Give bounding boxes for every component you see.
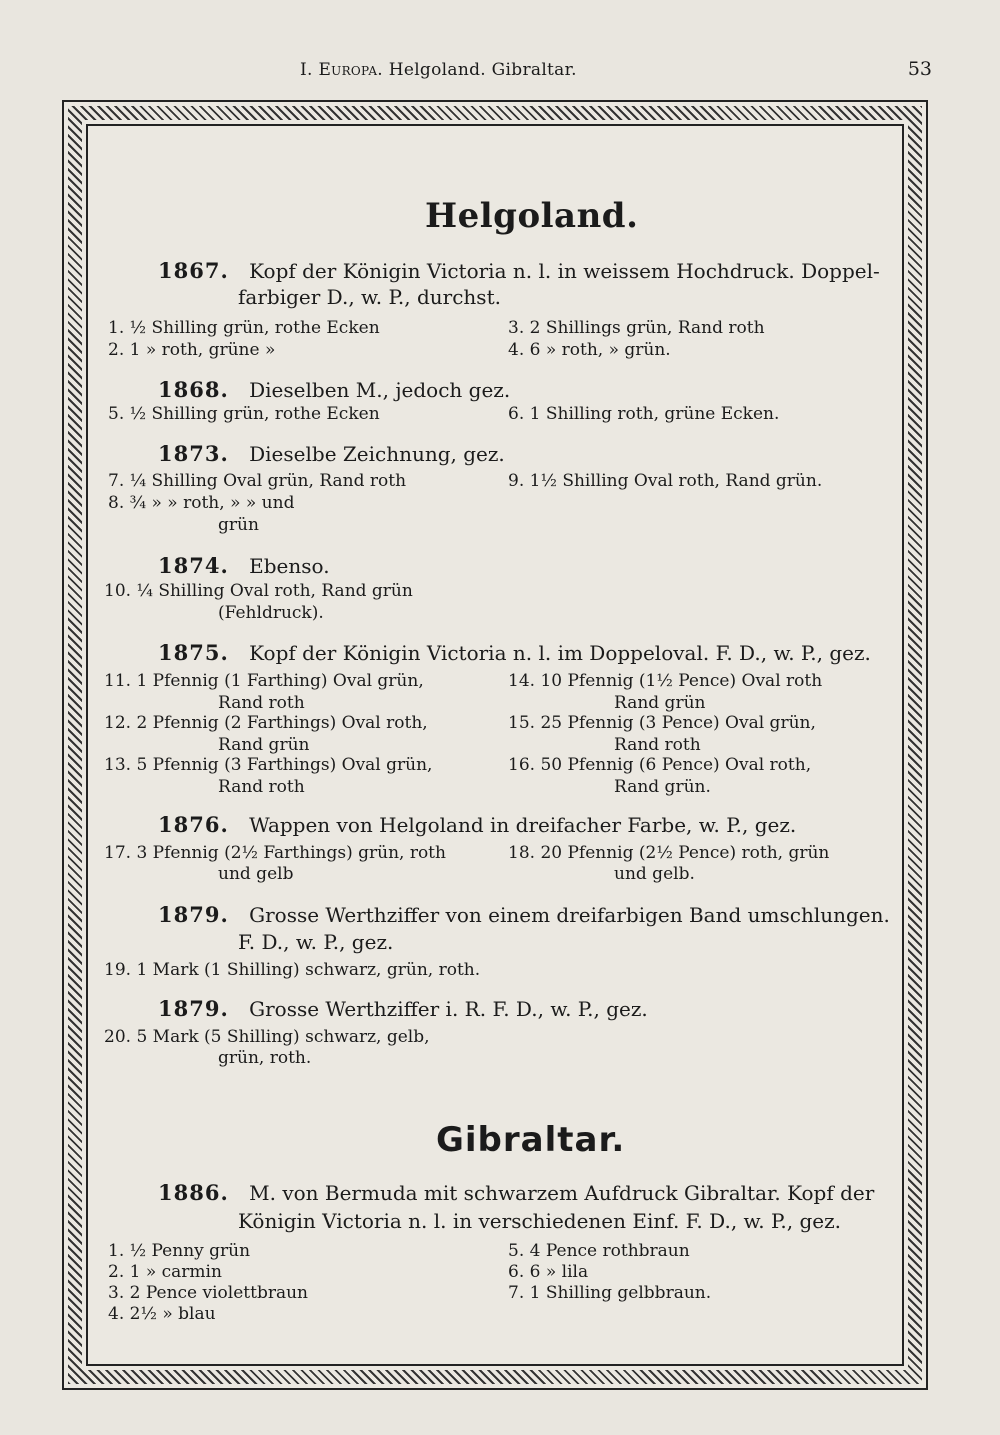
issue-year: 1874. — [158, 553, 229, 578]
list-item: 18. 20 Pfennig (2½ Pence) roth, grün — [508, 843, 830, 863]
list-item: 7. ¼ Shilling Oval grün, Rand roth — [108, 471, 407, 491]
running-head-small-caps: Europa — [318, 60, 378, 80]
running-head-rest: . Helgoland. Gibraltar. — [377, 60, 577, 80]
issue-year: 1875. — [158, 640, 229, 665]
issue-description: M. von Bermuda mit schwarzem Aufdruck Gibraltar. Kopf der — [249, 1181, 875, 1205]
issue-1875-heading — [158, 640, 871, 665]
list-item: 8. ¾ » » roth, » » und — [108, 493, 295, 513]
list-item: 15. 25 Pfennig (3 Pence) Oval grün, — [508, 713, 816, 733]
list-item: 4. 6 » roth, » grün. — [508, 340, 671, 360]
list-item-cont: und gelb — [218, 864, 294, 884]
issue-1867-heading — [158, 258, 880, 283]
issue-1876-heading — [158, 812, 796, 837]
issue-description: Kopf der Königin Victoria n. l. in weissem Hochdruck. Doppel- — [249, 259, 880, 283]
list-item-cont: grün, roth. — [218, 1048, 312, 1068]
list-item: 6. 1 Shilling roth, grüne Ecken. — [508, 404, 780, 424]
page-number: 53 — [907, 58, 932, 80]
list-item-cont: Rand roth — [218, 693, 305, 713]
list-item: 7. 1 Shilling gelbbraun. — [508, 1283, 712, 1303]
issue-year: 1879. — [158, 996, 229, 1021]
issue-1886-heading — [158, 1180, 874, 1205]
issue-year: 1867. — [158, 258, 229, 283]
list-item-cont: Rand grün — [614, 693, 706, 713]
list-item: 5. 4 Pence rothbraun — [508, 1241, 690, 1261]
running-head-prefix: I. — [300, 60, 313, 80]
issue-1868-heading — [158, 377, 510, 402]
list-item: 9. 1½ Shilling Oval roth, Rand grün. — [508, 471, 823, 491]
issue-1879a-description-cont: F. D., w. P., gez. — [238, 930, 394, 954]
list-item-cont: Rand grün. — [614, 777, 711, 797]
issue-description: Grosse Werthziffer i. R. F. D., w. P., gez. — [249, 997, 648, 1021]
list-item: 2. 1 » carmin — [108, 1262, 222, 1282]
section-title-helgoland: Helgoland. — [425, 196, 639, 236]
issue-year: 1879. — [158, 902, 229, 927]
list-item: 5. ½ Shilling grün, rothe Ecken — [108, 404, 380, 424]
list-item: 11. 1 Pfennig (1 Farthing) Oval grün, — [104, 671, 424, 691]
list-item: 20. 5 Mark (5 Shilling) schwarz, gelb, — [104, 1027, 430, 1047]
issue-description: Kopf der Königin Victoria n. l. im Doppeloval. F. D., w. P., gez. — [249, 641, 871, 665]
list-item-cont: (Fehldruck). — [218, 603, 324, 623]
issue-1873-heading — [158, 441, 505, 466]
list-item: 17. 3 Pfennig (2½ Farthings) grün, roth — [104, 843, 446, 863]
issue-description: Ebenso. — [249, 554, 330, 578]
issue-1879b-heading — [158, 996, 648, 1021]
issue-year: 1876. — [158, 812, 229, 837]
issue-year: 1868. — [158, 377, 229, 402]
list-item: 12. 2 Pfennig (2 Farthings) Oval roth, — [104, 713, 428, 733]
list-item: 19. 1 Mark (1 Shilling) schwarz, grün, roth. — [104, 960, 481, 980]
issue-description: Dieselben M., jedoch gez. — [249, 378, 511, 402]
list-item: 1. ½ Penny grün — [108, 1241, 251, 1261]
list-item-cont: und gelb. — [614, 864, 695, 884]
list-item-cont: Rand roth — [614, 735, 701, 755]
list-item: 4. 2½ » blau — [108, 1304, 216, 1324]
issue-description: Dieselbe Zeichnung, gez. — [249, 442, 505, 466]
issue-1867-description-cont: farbiger D., w. P., durchst. — [238, 285, 501, 309]
issue-1886-description-cont: Königin Victoria n. l. in verschiedenen Einf. F. D., w. P., gez. — [238, 1209, 841, 1233]
list-item-cont: Rand grün — [218, 735, 310, 755]
issue-1874-heading — [158, 553, 330, 578]
issue-year: 1886. — [158, 1180, 229, 1205]
list-item: 3. 2 Pence violettbraun — [108, 1283, 308, 1303]
list-item-cont: Rand roth — [218, 777, 305, 797]
list-item: 13. 5 Pfennig (3 Farthings) Oval grün, — [104, 755, 433, 775]
issue-description: Grosse Werthziffer von einem dreifarbigen Band umschlungen. — [249, 903, 890, 927]
issue-1879a-heading — [158, 902, 890, 927]
list-item: 2. 1 » roth, grüne » — [108, 340, 276, 360]
list-item: 16. 50 Pfennig (6 Pence) Oval roth, — [508, 755, 812, 775]
issue-year: 1873. — [158, 441, 229, 466]
issue-description: Wappen von Helgoland in dreifacher Farbe, w. P., gez. — [249, 813, 797, 837]
list-item: 6. 6 » lila — [508, 1262, 589, 1282]
section-title-gibraltar: Gibraltar. — [436, 1120, 626, 1160]
list-item: 3. 2 Shillings grün, Rand roth — [508, 318, 765, 338]
list-item: 10. ¼ Shilling Oval roth, Rand grün — [104, 581, 413, 601]
list-item: 1. ½ Shilling grün, rothe Ecken — [108, 318, 380, 338]
list-item: 14. 10 Pfennig (1½ Pence) Oval roth — [508, 671, 823, 691]
list-item-cont: grün — [218, 515, 259, 535]
